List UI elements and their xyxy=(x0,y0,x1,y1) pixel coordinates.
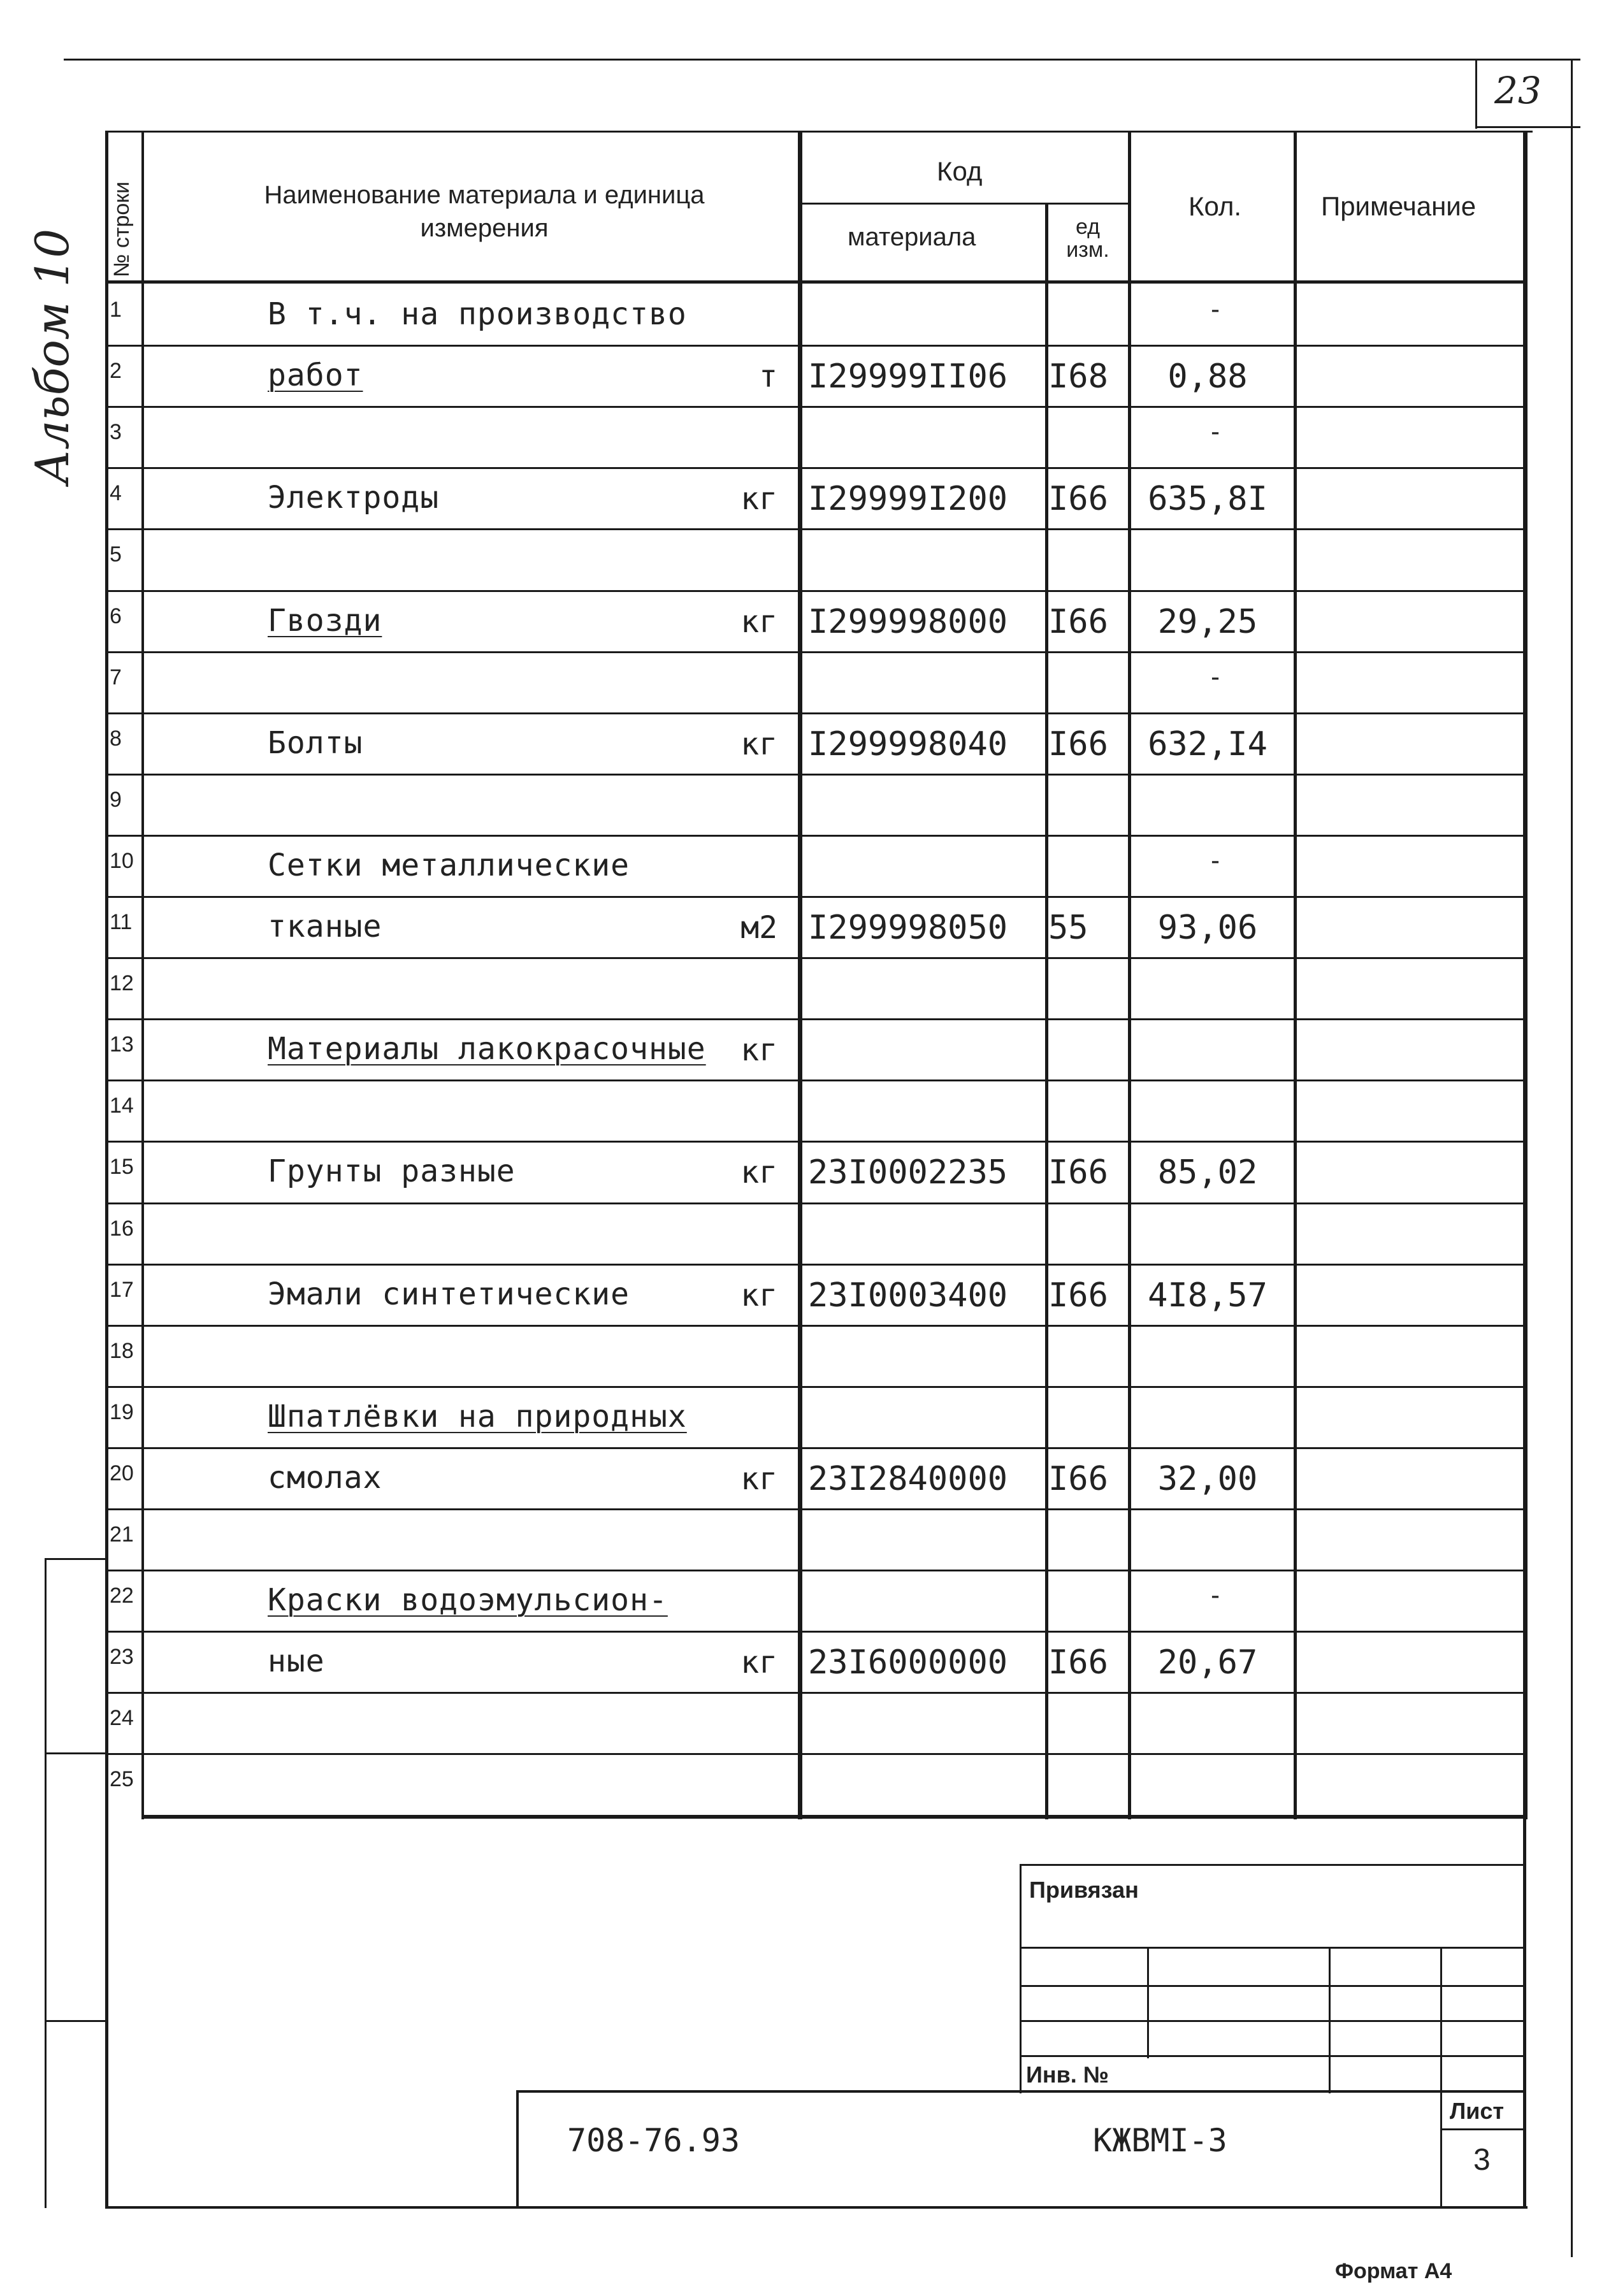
material-code: 23I2840000 xyxy=(808,1459,1008,1498)
row-separator xyxy=(105,528,1528,530)
material-unit: кг xyxy=(740,1032,777,1069)
page-number-box-bottom xyxy=(1475,126,1580,128)
row-number: 5 xyxy=(110,542,122,567)
binding-top xyxy=(45,1558,108,1560)
row-separator xyxy=(105,712,1528,714)
unit-code: I66 xyxy=(1048,602,1108,641)
material-code: 23I6000000 xyxy=(808,1643,1008,1682)
row-separator xyxy=(105,896,1528,898)
material-name: Грунты разные xyxy=(268,1153,516,1190)
material-name: Гвозди xyxy=(268,602,382,639)
material-name: Электроды xyxy=(268,480,440,516)
row-separator xyxy=(105,1386,1528,1388)
row-number: 9 xyxy=(110,787,122,812)
stamp-vline-1 xyxy=(1147,1947,1149,2058)
quantity-dash: - xyxy=(1208,662,1224,692)
stamp-left xyxy=(1020,1864,1022,2093)
material-unit: кг xyxy=(740,603,777,640)
binding-left xyxy=(45,1558,47,2208)
quantity: 0,88 xyxy=(1167,357,1248,396)
row-number: 19 xyxy=(110,1399,134,1424)
material-name: В т.ч. на производство xyxy=(268,296,687,332)
col-qty-right xyxy=(1294,131,1297,1819)
row-separator xyxy=(105,1447,1528,1449)
row-number: 24 xyxy=(110,1706,134,1731)
header-row-number: № строки xyxy=(110,181,134,277)
material-unit: кг xyxy=(740,1645,777,1681)
row-number: 12 xyxy=(110,971,134,996)
doc-code: КЖВМI-3 xyxy=(1093,2122,1227,2159)
row-number: 25 xyxy=(110,1767,134,1792)
row-separator xyxy=(105,835,1528,837)
row-number: 21 xyxy=(110,1522,134,1547)
row-separator xyxy=(105,1079,1528,1081)
row-separator xyxy=(105,1692,1528,1694)
row-separator xyxy=(105,1018,1528,1020)
row-number: 10 xyxy=(110,848,134,873)
stamp-line-3 xyxy=(1020,2020,1526,2022)
material-code: I299998000 xyxy=(808,602,1008,641)
page-number-box-left xyxy=(1475,59,1477,129)
material-unit: кг xyxy=(740,1461,777,1497)
sheet-number: 3 xyxy=(1473,2143,1491,2177)
row-separator xyxy=(105,651,1528,653)
table-top xyxy=(105,131,1533,133)
quantity: 4I8,57 xyxy=(1148,1276,1268,1315)
row-number: 20 xyxy=(110,1461,134,1485)
margin-note: Альбом 10 xyxy=(25,228,79,484)
col-ed-right xyxy=(1128,131,1131,1819)
unit-code: I66 xyxy=(1048,480,1108,519)
row-separator xyxy=(105,590,1528,592)
row-separator xyxy=(105,1753,1528,1755)
material-unit: кг xyxy=(740,1277,777,1313)
quantity: 85,02 xyxy=(1157,1153,1258,1192)
col-code-right xyxy=(1045,204,1048,1819)
row-number: 17 xyxy=(110,1277,134,1302)
header-bottom xyxy=(105,280,1528,284)
material-name: Болты xyxy=(268,725,363,761)
stamp-vline-2 xyxy=(1329,1947,1331,2093)
header-material: материала xyxy=(848,223,976,251)
row-number: 22 xyxy=(110,1584,134,1608)
col-name-right xyxy=(798,131,802,1819)
row-number: 4 xyxy=(110,481,122,506)
quantity-dash: - xyxy=(1208,417,1224,447)
material-name: ные xyxy=(268,1643,325,1680)
quantity: 635,8I xyxy=(1148,480,1268,519)
material-code: I29999II06 xyxy=(808,357,1008,396)
quantity: 29,25 xyxy=(1157,602,1258,641)
page-number: 23 xyxy=(1494,69,1542,112)
quantity: 32,00 xyxy=(1157,1459,1258,1498)
row-number: 18 xyxy=(110,1338,134,1363)
stamp-line-1 xyxy=(1020,1947,1526,1949)
row-number: 13 xyxy=(110,1032,134,1057)
code-group-divider xyxy=(800,203,1130,205)
stamp-vline-3 xyxy=(1440,1947,1442,2208)
col-note-right xyxy=(1523,131,1528,1819)
inv-label: Инв. № xyxy=(1026,2061,1109,2088)
unit-code: I66 xyxy=(1048,1276,1108,1315)
stamp-line-4 xyxy=(1020,2055,1526,2057)
material-code: I29999I200 xyxy=(808,480,1008,519)
material-name: тканые xyxy=(268,909,382,944)
sheet-label: Лист xyxy=(1450,2098,1505,2124)
unit-code: I66 xyxy=(1048,1643,1108,1682)
material-name: Краски водоэмульсион- xyxy=(268,1582,668,1619)
material-unit: кг xyxy=(740,481,777,517)
unit-code: I66 xyxy=(1048,725,1108,763)
header-name: Наименование материала и единица измерения xyxy=(264,181,705,242)
row-separator xyxy=(105,1325,1528,1327)
row-separator xyxy=(105,1508,1528,1510)
table-bottom xyxy=(144,1815,1528,1819)
row-separator xyxy=(105,957,1528,959)
material-name: Шпатлёвки на природных xyxy=(268,1398,687,1434)
stamp-line-2 xyxy=(1020,1985,1526,1987)
col-rownum-right xyxy=(141,131,144,1819)
row-separator xyxy=(105,1202,1528,1204)
material-name: Материалы лакокрасочные xyxy=(268,1031,706,1067)
quantity-dash: - xyxy=(1208,295,1224,324)
material-unit: кг xyxy=(740,1155,777,1191)
title-block-left xyxy=(516,2090,519,2208)
row-separator xyxy=(105,1570,1528,1571)
frame-bottom xyxy=(105,2206,1528,2209)
row-number: 14 xyxy=(110,1094,134,1118)
header-note: Примечание xyxy=(1321,191,1477,221)
material-code: I299998040 xyxy=(808,725,1008,763)
frame-bottom-right xyxy=(1523,1816,1526,2208)
privyazan-label: Привязан xyxy=(1029,1877,1139,1903)
quantity: 93,06 xyxy=(1157,909,1258,947)
row-number: 16 xyxy=(110,1216,134,1241)
row-number: 11 xyxy=(110,910,133,934)
row-separator xyxy=(105,467,1528,469)
sheet-divider xyxy=(1440,2128,1526,2130)
material-code: 23I0002235 xyxy=(808,1153,1008,1192)
quantity-dash: - xyxy=(1208,846,1224,876)
quantity-dash: - xyxy=(1208,1581,1224,1611)
title-block-top xyxy=(516,2090,1526,2093)
material-name: Эмали синтетические xyxy=(268,1276,630,1312)
stamp-top xyxy=(1020,1864,1526,1866)
row-separator xyxy=(105,1631,1528,1633)
binding-mid2 xyxy=(45,2020,108,2022)
material-name: Сетки металлические xyxy=(268,847,630,883)
material-unit: т xyxy=(759,359,777,395)
row-number: 6 xyxy=(110,603,122,628)
row-number: 1 xyxy=(110,298,122,322)
header-code-group: Код xyxy=(937,156,983,186)
material-code: I299998050 xyxy=(808,909,1008,947)
row-separator xyxy=(105,345,1528,347)
material-unit: м2 xyxy=(740,910,777,946)
unit-code: I66 xyxy=(1048,1153,1108,1192)
row-separator xyxy=(105,406,1528,408)
material-code: 23I0003400 xyxy=(808,1276,1008,1315)
header-qty: Кол. xyxy=(1188,191,1242,221)
quantity: 632,I4 xyxy=(1148,725,1268,763)
material-unit: кг xyxy=(740,726,777,762)
row-number: 2 xyxy=(110,359,122,384)
row-number: 15 xyxy=(110,1155,134,1180)
unit-code: I68 xyxy=(1048,357,1108,396)
top-border xyxy=(64,59,1580,61)
doc-number: 708-76.93 xyxy=(567,2122,740,2159)
frame-right xyxy=(1571,59,1573,2257)
row-separator xyxy=(105,774,1528,776)
row-separator xyxy=(105,1141,1528,1143)
table-left xyxy=(105,131,108,2208)
unit-code: 55 xyxy=(1048,909,1088,947)
material-name: работ xyxy=(268,357,363,394)
row-separator xyxy=(105,1264,1528,1266)
row-number: 7 xyxy=(110,665,122,690)
header-unit: ед изм. xyxy=(1066,215,1109,262)
format-label: Формат А4 xyxy=(1335,2259,1452,2283)
row-number: 23 xyxy=(110,1645,134,1670)
row-number: 3 xyxy=(110,420,122,445)
material-name: смолах xyxy=(268,1459,382,1496)
binding-mid1 xyxy=(45,1752,108,1754)
unit-code: I66 xyxy=(1048,1459,1108,1498)
quantity: 20,67 xyxy=(1157,1643,1258,1682)
row-number: 8 xyxy=(110,726,122,751)
